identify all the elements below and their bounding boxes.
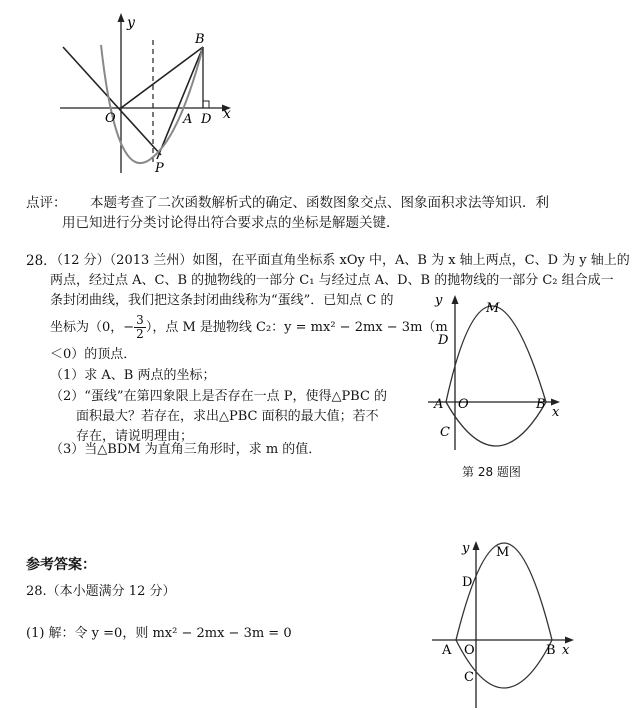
fraction-three-halves — [134, 314, 146, 341]
bot-y-arrow — [473, 541, 480, 550]
top-label-o: O — [105, 111, 116, 126]
top-figure — [55, 5, 235, 180]
problem-number: 28． — [26, 253, 57, 269]
question-2c: 存在，请说明理由； — [76, 429, 194, 444]
comment-label: 点评： — [26, 195, 67, 211]
bot-label-d: D — [462, 575, 473, 590]
comment-line-1: 本题考查了二次函数解析式的确定、函数图象交点、图象面积求法等知识．利 — [90, 195, 549, 211]
problem-line-4 — [50, 314, 448, 341]
mid-label-b: B — [536, 397, 546, 412]
question-3: （3）当△BDM 为直角三角形时，求 m 的值． — [50, 442, 322, 457]
mid-label-y: y — [435, 293, 443, 308]
figure-caption: 第 28 题图 — [462, 465, 521, 479]
fraction-denominator: 2 — [136, 327, 144, 341]
answer-figure — [432, 536, 582, 708]
mid-label-x: x — [552, 405, 560, 420]
top-label-y: y — [127, 15, 135, 31]
bot-label-y: y — [462, 541, 470, 556]
problem-line-4b: ），点 M 是抛物线 C₂：y = mx² − 2mx − 3m（m — [145, 320, 448, 335]
answer-line-2: (1) 解：令 y =0，则 mx² − 2mx − 3m = 0 — [26, 626, 292, 641]
top-y-arrow — [118, 13, 125, 22]
mid-label-m: M — [486, 301, 500, 316]
top-right-angle — [203, 101, 209, 108]
bot-label-c: C — [464, 670, 474, 685]
mid-label-o: O — [458, 397, 469, 412]
question-2b: 面积最大？若存在，求出△PBC 面积的最大值；若不 — [76, 409, 379, 424]
answer-line-1: 28.（本小题满分 12 分） — [26, 584, 176, 599]
mid-y-arrow — [452, 295, 459, 304]
problem-line-2: 两点，经过点 A、C、B 的抛物线的一部分 C₁ 与经过点 A、D、B 的抛物线的一部分 C₂ 组合成一 — [50, 273, 614, 288]
question-1: （1）求 A、B 两点的坐标； — [50, 368, 216, 383]
bot-label-b: B — [546, 643, 556, 658]
mid-label-c: C — [440, 425, 450, 440]
top-label-x: x — [223, 106, 231, 122]
answer-heading: 参考答案： — [26, 557, 96, 573]
question-2a: （2）“蛋线”在第四象限上是否存在一点 P，使得△PBC 的 — [50, 389, 388, 404]
problem-line-1: （12 分）（2013 兰州）如图，在平面直角坐标系 xOy 中，A、B 为 x 轴上两点，C、D 为 y 轴上的 — [50, 253, 630, 268]
egg-curve-figure — [428, 290, 568, 450]
problem-line-3: 条封闭曲线，我们把这条封闭曲线称为“蛋线”．已知点 C 的 — [50, 293, 394, 308]
bot-label-a: A — [442, 643, 452, 658]
top-label-p: P — [155, 161, 164, 176]
bot-label-x: x — [562, 643, 570, 658]
top-label-a: A — [183, 112, 193, 127]
top-line-left — [63, 47, 161, 155]
problem-line-5: ＜0）的顶点． — [50, 347, 137, 362]
problem-line-4a: 坐标为（0，− — [50, 320, 135, 335]
mid-parabola-c2 — [446, 306, 546, 402]
bot-label-m: M — [496, 545, 510, 560]
top-label-b: B — [195, 32, 205, 47]
comment-line-2: 用已知进行分类讨论得出符合要求点的坐标是解题关键． — [62, 215, 400, 231]
mid-label-a: A — [434, 397, 444, 412]
top-label-d: D — [201, 112, 212, 127]
fraction-numerator: 3 — [136, 313, 144, 327]
bot-label-o: O — [464, 643, 475, 658]
mid-label-d: D — [438, 333, 449, 348]
